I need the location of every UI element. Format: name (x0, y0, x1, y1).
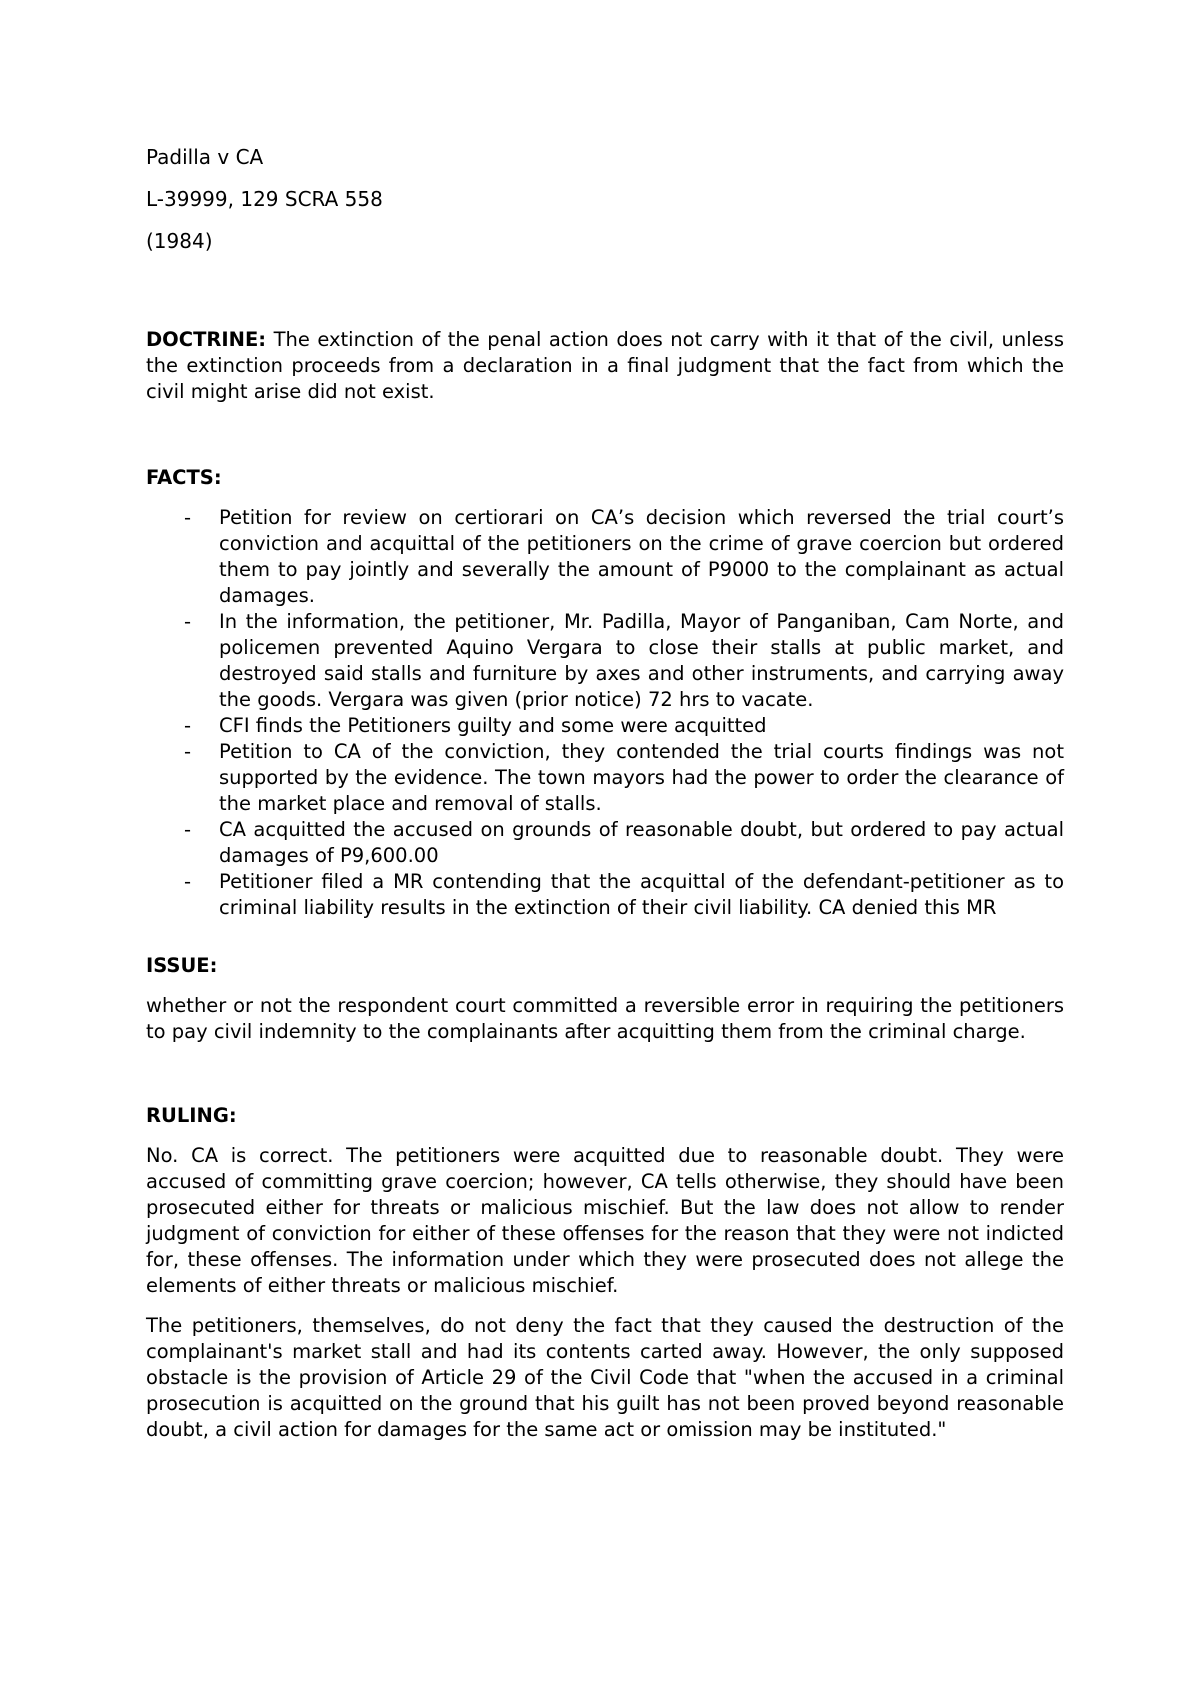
bullet-dash: - (184, 870, 192, 893)
list-item (146, 869, 1064, 921)
fact-text: In the information, the petitioner, Mr. Padilla, Mayor of Panganiban, Cam Norte, and policemen prevented Aquino Vergara to close their stalls at public market, and destroyed said stalls and furniture by axes and other instruments, and carrying away the goods. Vergara was given (prior notice) 72 hrs to vacate. (219, 610, 1064, 711)
fact-text: CA acquitted the accused on grounds of reasonable doubt, but ordered to pay actual damages of P9,600.00 (219, 818, 1064, 867)
bullet-dash: - (184, 714, 192, 737)
list-item (146, 739, 1064, 817)
fact-text: Petition to CA of the conviction, they contended the trial courts findings was not supported by the evidence. The town mayors had the power to order the clearance of the market place and removal of stalls. (219, 740, 1064, 815)
case-title: Padilla v CA (146, 145, 264, 169)
fact-text: Petition for review on certiorari on CA’s decision which reversed the trial court’s conviction and acquittal of the petitioners on the crime of grave coercion but ordered them to pay jointly and severally the amount of P9000 to the complainant as actual damages. (219, 506, 1064, 607)
list-item (146, 505, 1064, 609)
ruling-paragraph-1: No. CA is correct. The petitioners were acquitted due to reasonable doubt. They were accused of committing grave coercion; however, CA tells otherwise, they should have been prosecuted either for threats or malicious mischief. But the law does not allow to render judgment of conviction for either of these offenses for the reason that they were not indicted for, these offenses. The information under which they were prosecuted does not allege the elements of either threats or malicious mischief. (146, 1144, 1064, 1297)
document-page (146, 143, 1064, 1443)
fact-text: CFI finds the Petitioners guilty and some were acquitted (219, 714, 767, 737)
case-citation: L-39999, 129 SCRA 558 (146, 187, 383, 211)
facts-list (146, 505, 1064, 921)
list-item (146, 609, 1064, 713)
doctrine-text: The extinction of the penal action does not carry with it that of the civil, unless the extinction proceeds from a declaration in a final judgment that the fact from which the civil might arise did not exist. (146, 328, 1064, 403)
ruling-heading: RULING: (146, 1104, 237, 1127)
ruling-paragraph-2: The petitioners, themselves, do not deny the fact that they caused the destruction of the complainant's market stall and had its contents carted away. However, the only supposed obstacle is the provision of Article 29 of the Civil Code that "when the accused in a criminal prosecution is acquitted on the ground that his guilt has not been proved beyond reasonable doubt, a civil action for damages for the same act or omission may be instituted." (146, 1314, 1064, 1441)
issue-text: whether or not the respondent court committed a reversible error in requiring the petitioners to pay civil indemnity to the complainants after acquitting them from the criminal charge. (146, 994, 1064, 1043)
bullet-dash: - (184, 740, 192, 763)
bullet-dash: - (184, 610, 192, 633)
list-item (146, 817, 1064, 869)
list-item (146, 713, 1064, 739)
doctrine-paragraph (146, 327, 1064, 405)
fact-text: Petitioner filed a MR contending that the acquittal of the defendant-petitioner as to criminal liability results in the extinction of their civil liability. CA denied this MR (219, 870, 1064, 919)
facts-heading: FACTS: (146, 466, 222, 489)
doctrine-label: DOCTRINE: (146, 328, 267, 351)
issue-heading: ISSUE: (146, 954, 218, 977)
bullet-dash: - (184, 506, 192, 529)
case-year: (1984) (146, 229, 213, 253)
bullet-dash: - (184, 818, 192, 841)
